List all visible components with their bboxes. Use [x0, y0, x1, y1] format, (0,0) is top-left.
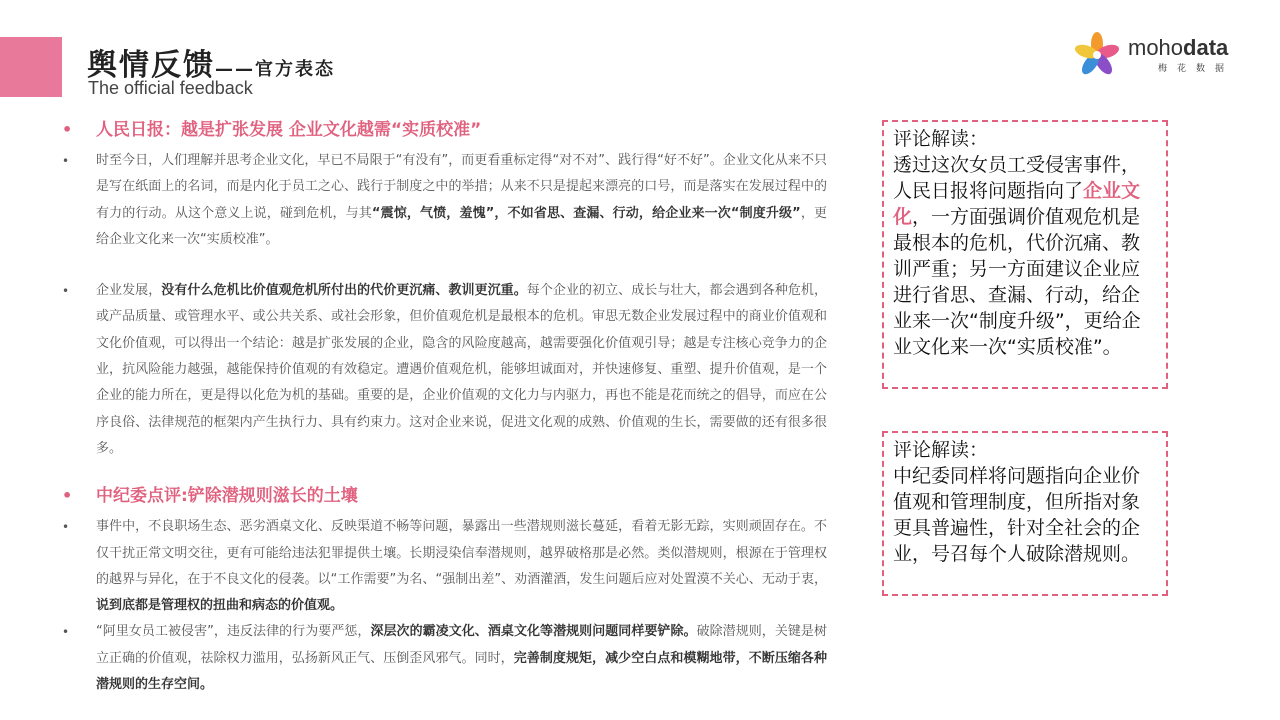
paragraph-bold: 深层次的霸凌文化、酒桌文化等潜规则问题同样要铲除。	[370, 624, 697, 640]
paragraph-text: 破除潜规则，关键是树立正确的价值观，祛除权力滥用，弘扬新风正气、压倒歪风邪气。同时，	[96, 624, 827, 666]
commentary-label: 评论解读：	[893, 128, 989, 150]
paragraph-text: ，更给企业文化来一次“实质校准”。	[96, 205, 827, 247]
brand-logo	[1074, 32, 1244, 78]
commentary-text-part: ，一方面强调价值观危机是最根本的危机，代价沉痛、教训严重；另一方面建议企业应进行省思、查漏、行动，给企业来一次“制度升级”，更给企业文化来一次“实质校准”。	[893, 206, 1141, 358]
paragraph	[62, 619, 827, 698]
paragraph-bold: 说到底都是管理权的扭曲和病态的价值观。	[96, 598, 344, 614]
commentary-highlight: 企业文化	[893, 180, 1141, 228]
section-heading-renmin: • 人民日报：越是扩张发展 企业文化越需“实质校准”	[62, 118, 827, 142]
flower-logo-icon	[1074, 32, 1120, 78]
logo-name-b: data	[1183, 35, 1229, 60]
commentary-label: 评论解读：	[893, 439, 989, 461]
title-suffix: ——官方表态	[215, 59, 335, 80]
main-content	[62, 118, 827, 698]
accent-block	[0, 37, 62, 97]
paragraph	[62, 278, 827, 462]
paragraph-text: 时至今日，人们理解并思考企业文化，早已不局限于“有没有”，而更看重标定得“对不对”、践行得“好不好”。企业文化从来不只是写在纸面上的名词，而是内化于员工之心、践行于制度之中的举措；从来不只是提起来漂亮的口号，而是落实在发展过程中的有力的行动。从这个意义上说，碰到危机，与其	[96, 153, 827, 221]
paragraph-bold: 完善制度规矩，减少空白点和模糊地带，不断压缩各种潜规则的生存空间。	[96, 650, 827, 693]
logo-name-a: moho	[1128, 35, 1184, 60]
paragraph-text: 企业发展，	[96, 283, 162, 299]
page-subtitle: The official feedback	[88, 78, 253, 98]
paragraph-bold: “震惊，气愤，羞愧”，不如省思、查漏、行动，给企业来一次“制度升级”	[371, 205, 801, 221]
logo-tagline: 梅花数据	[1158, 64, 1235, 74]
paragraph	[62, 148, 827, 253]
commentary-text	[893, 152, 1158, 360]
paragraph	[62, 514, 827, 619]
commentary-text: 中纪委同样将问题指向企业价值观和管理制度，但所指对象更具普遍性，针对全社会的企业，号召每个人破除潜规则。	[893, 465, 1141, 565]
paragraph-text: “阿里女员工被侵害”，违反法律的行为要严惩，	[96, 624, 371, 640]
commentary-box-renmin	[882, 120, 1168, 389]
paragraph-text: 每个企业的初立、成长与壮大，都会遇到各种危机，或产品质量、或管理水平、或公共关系、或社会形象，但价值观危机是最根本的危机。审思无数企业发展过程中的商业价值观和文化价值观，可以得出一个结论：越是扩张发展的企业，隐含的风险度越高，越需要强化价值观引导；越是专注核心竞争力的企业，抗风险能力越强，越能保持价值观的有效稳定。遭遇价值观危机，能够坦诚面对，并快速修复、重塑、提升价值观，是一个企业的能力所在，更是得以化危为机的基础。重要的是，企业价值观的文化力与内驱力，再也不能是花而统之的倡导，而应在公序良俗、法律规范的框架内产生执行力、具有约束力。这对企业来说，促进文化观的成熟、价值观的生长，需要做的还有很多很多。	[96, 283, 827, 456]
commentary-box-ccdi	[882, 431, 1168, 596]
paragraph-text: 事件中，不良职场生态、恶劣酒桌文化、反映渠道不畅等问题，暴露出一些潜规则滋长蔓延，看着无影无踪，实则顽固存在。不仅干扰正常文明交往，更有可能给违法犯罪提供土壤。长期浸染信奉潜规则，越界破格那是必然。类似潜规则，根源在于管理权的越界与异化，在于不良文化的侵袭。以“工作需要”为名、“强制出差”、劝酒灌酒，发生问题后应对处置漠不关心、无动于衷，	[96, 519, 827, 587]
commentary-text-part: 透过这次女员工受侵害事件，人民日报将问题指向了	[893, 154, 1141, 202]
logo-wordmark	[1128, 35, 1228, 61]
paragraph-bold: 没有什么危机比价值观危机所付出的代价更沉痛、教训更沉重。	[161, 283, 527, 299]
section-heading-ccdi: • 中纪委点评:铲除潜规则滋长的土壤	[62, 484, 827, 508]
title-main: 舆情反馈	[87, 48, 215, 83]
